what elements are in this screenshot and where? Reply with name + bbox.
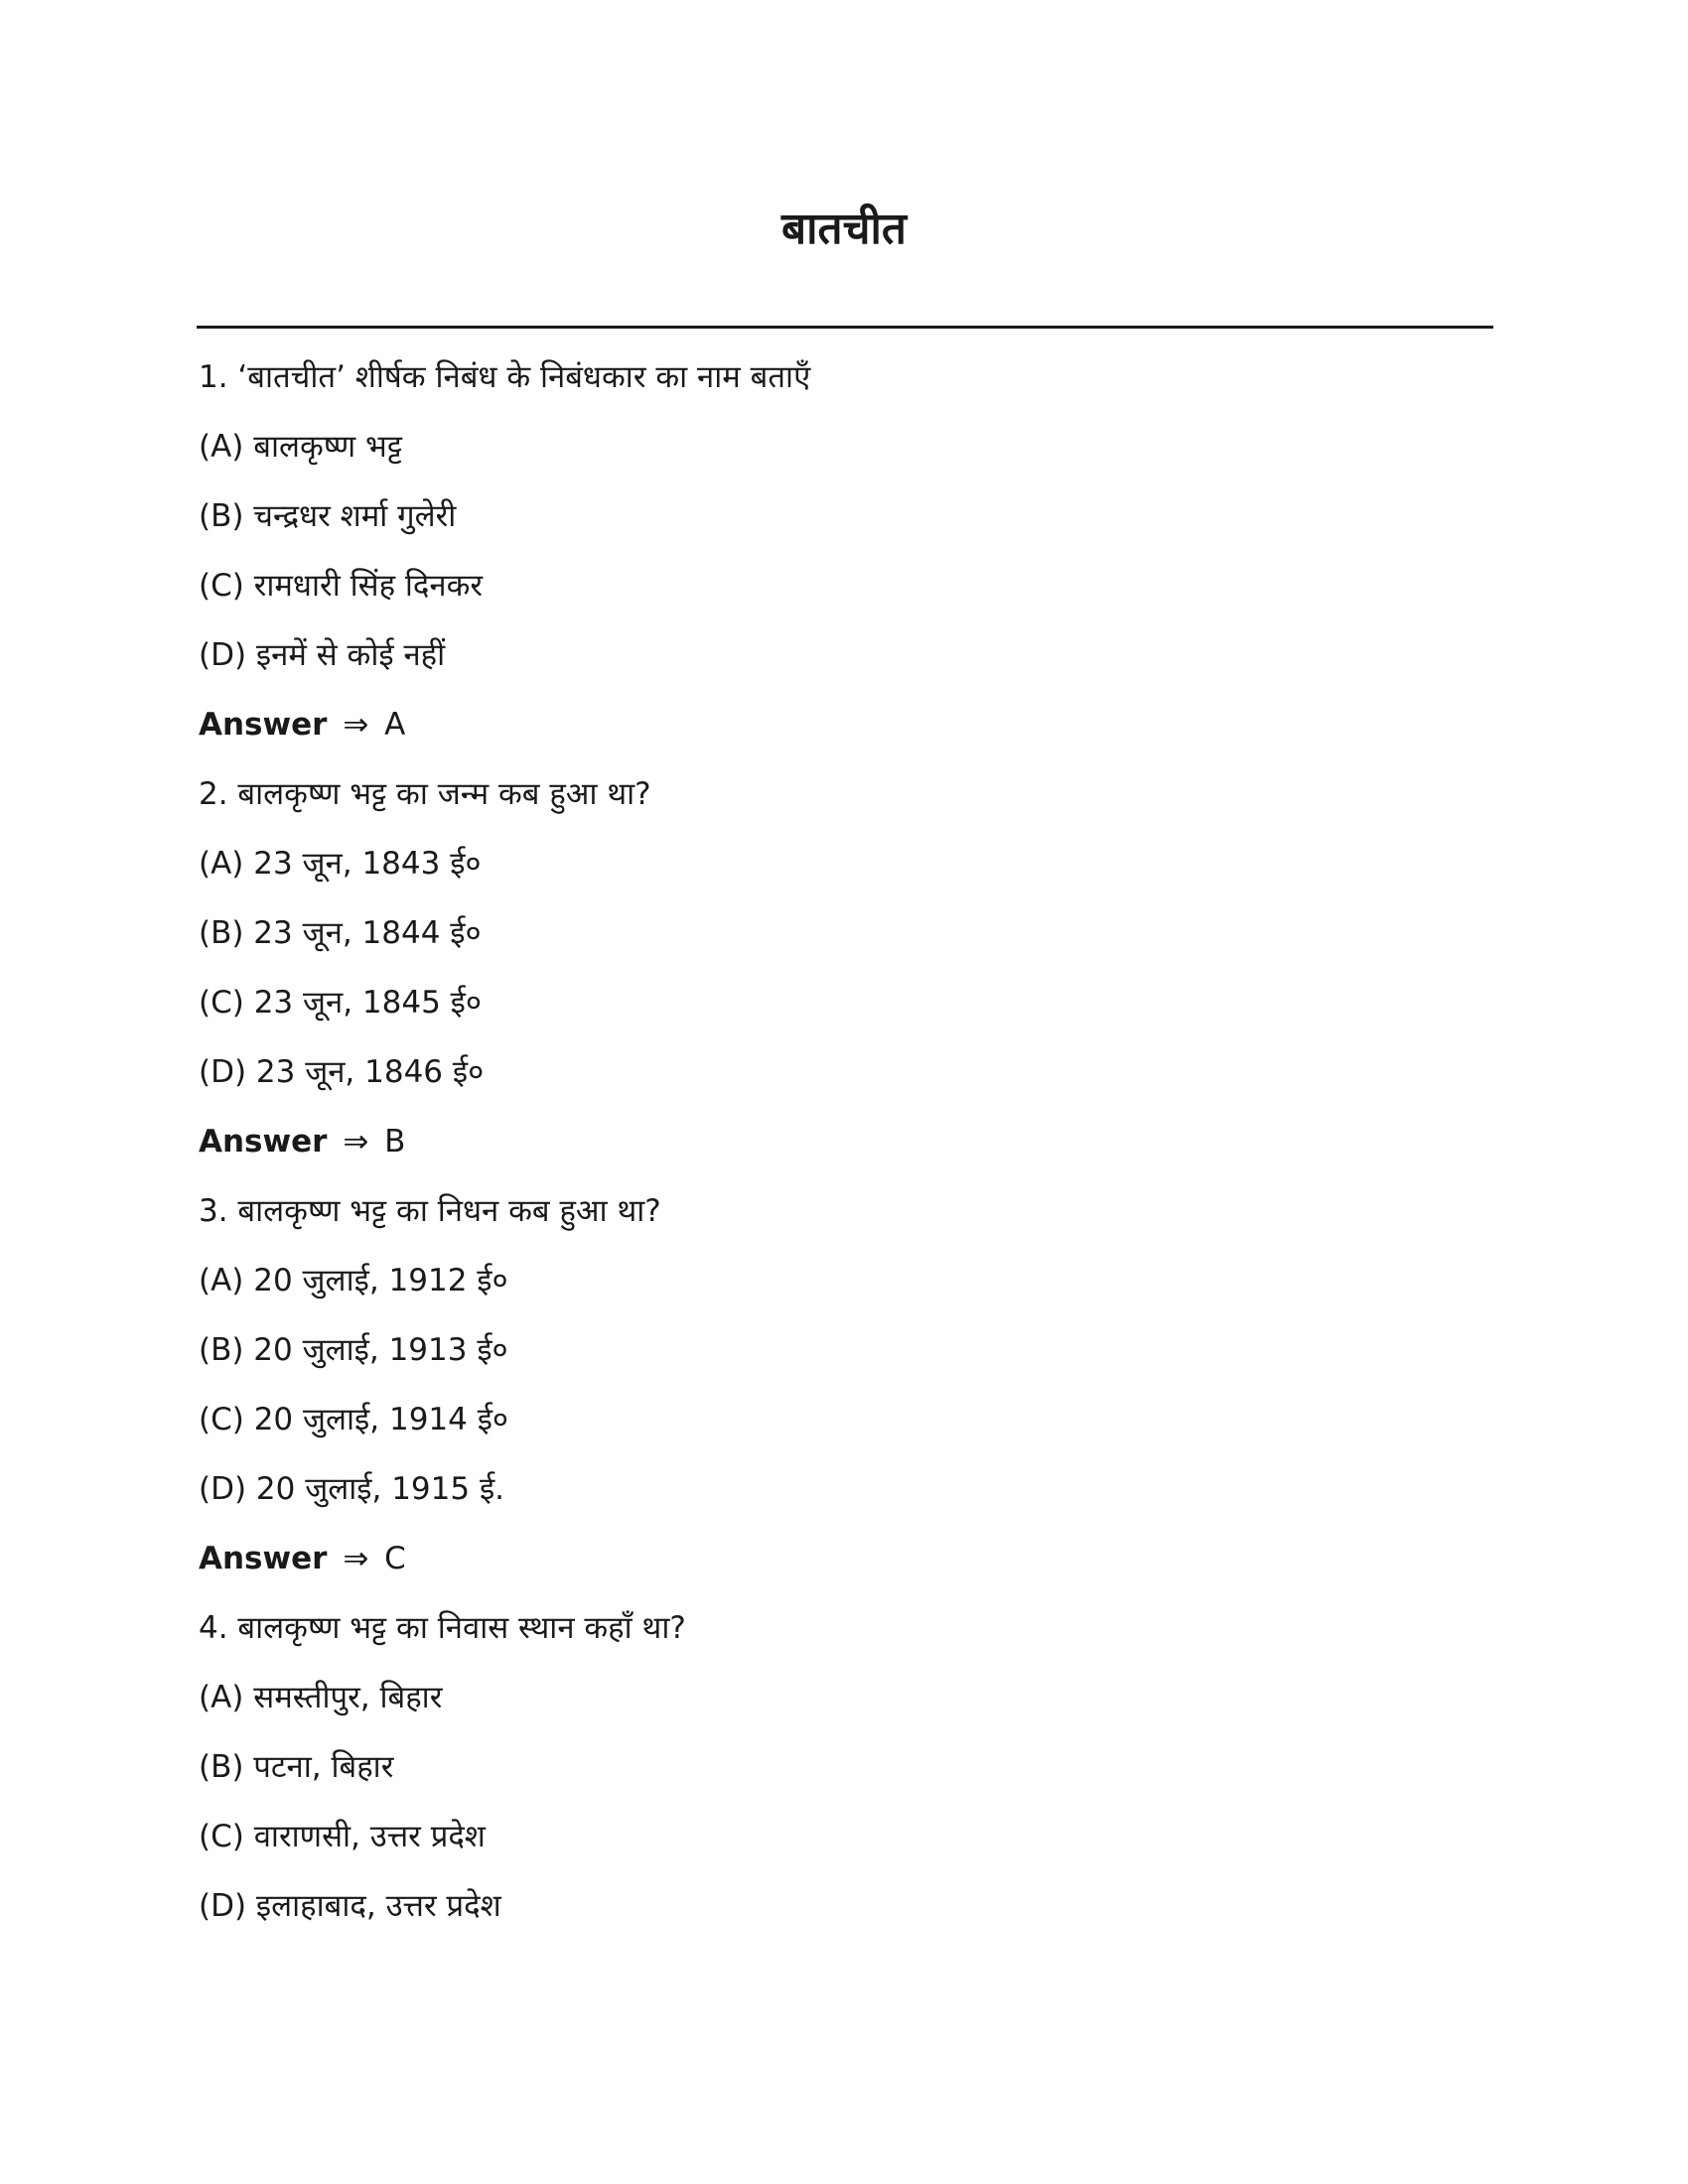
- question-text: 4. बालकृष्ण भट्ट का निवास स्थान कहाँ था?: [199, 1610, 686, 1646]
- option-a: (A) 20 जुलाई, 1912 ई०: [199, 1263, 508, 1298]
- option-b: (B) चन्द्रधर शर्मा गुलेरी: [199, 498, 457, 534]
- option-d: (D) इलाहाबाद, उत्तर प्रदेश: [199, 1888, 501, 1924]
- option-a: (A) समस्तीपुर, बिहार: [199, 1680, 443, 1715]
- title-divider: [197, 326, 1493, 329]
- answer-line: [199, 1107, 1489, 1176]
- answer-label: Answer: [199, 707, 328, 743]
- answer-value: B: [384, 1124, 406, 1160]
- question-text: 3. बालकृष्ण भट्ट का निधन कब हुआ था?: [199, 1193, 661, 1229]
- option-c: (C) 20 जुलाई, 1914 ई०: [199, 1402, 509, 1437]
- option-b: (B) 23 जून, 1844 ई०: [199, 915, 482, 951]
- answer-arrow: ⇒: [343, 1541, 369, 1576]
- option-b: (B) 20 जुलाई, 1913 ई०: [199, 1332, 508, 1368]
- answer-arrow: ⇒: [343, 707, 369, 743]
- question-text: 2. बालकृष्ण भट्ट का जन्म कब हुआ था?: [199, 776, 651, 812]
- answer-line: [199, 1524, 1489, 1593]
- answer-value: C: [384, 1541, 406, 1576]
- option-c: (C) 23 जून, 1845 ई०: [199, 985, 482, 1021]
- question-list: [199, 342, 1489, 1941]
- answer-value: A: [384, 707, 406, 743]
- page-title: बातचीत: [780, 204, 908, 254]
- answer-line: [199, 690, 1489, 759]
- option-c: (C) रामधारी सिंह दिनकर: [199, 568, 484, 604]
- option-d: (D) 20 जुलाई, 1915 ई.: [199, 1471, 505, 1507]
- option-c: (C) वाराणसी, उत्तर प्रदेश: [199, 1819, 486, 1854]
- option-d: (D) 23 जून, 1846 ई०: [199, 1054, 485, 1090]
- answer-label: Answer: [199, 1541, 328, 1576]
- option-a: (A) 23 जून, 1843 ई०: [199, 846, 482, 882]
- option-a: (A) बालकृष्ण भट्ट: [199, 429, 403, 465]
- answer-label: Answer: [199, 1124, 328, 1160]
- option-d: (D) इनमें से कोई नहीं: [199, 637, 446, 673]
- question-text: 1. ‘बातचीत’ शीर्षक निबंध के निबंधकार का नाम बताएँ: [199, 359, 811, 395]
- option-b: (B) पटना, बिहार: [199, 1749, 394, 1785]
- answer-arrow: ⇒: [343, 1124, 369, 1160]
